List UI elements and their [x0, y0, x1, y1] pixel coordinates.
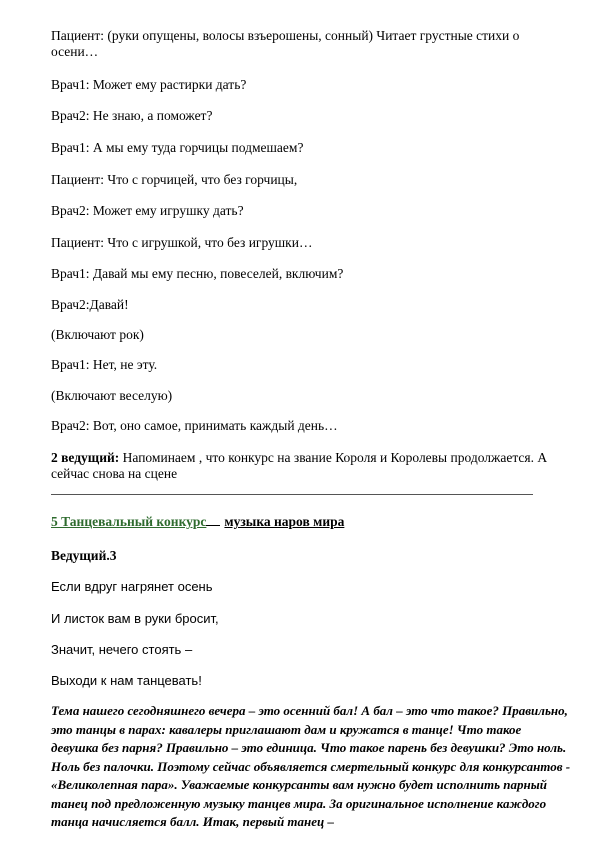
- dialogue-line: Врач2: Вот, оно самое, принимать каждый день…: [51, 418, 338, 433]
- stage-direction: (Включают веселую): [51, 388, 173, 403]
- poem-line: Выходи к нам танцевать!: [51, 673, 202, 688]
- host2-text: Напоминаем , что конкурс на звание Короля и Королевы продолжается. А сейчас снова на сцене: [51, 450, 548, 481]
- dialogue-line: Врач2: Может ему игрушку дать?: [51, 203, 244, 218]
- host2-paragraph: [51, 450, 566, 482]
- poem-line: Значит, нечего стоять –: [51, 642, 193, 657]
- divider: [51, 494, 533, 495]
- poem-line: И листок вам в руки бросит,: [51, 611, 219, 626]
- poem-line: Если вдруг нагрянет осень: [51, 579, 213, 594]
- dialogue-line: Врач1: Может ему растирки дать?: [51, 77, 247, 92]
- contest-title: 5 Танцевальный конкурс: [51, 514, 207, 529]
- dialogue-line: Врач1: А мы ему туда горчицы подмешаем?: [51, 140, 304, 155]
- contest-heading: [51, 514, 344, 530]
- dialogue-line: Врач2: Не знаю, а поможет?: [51, 108, 213, 123]
- host2-label: 2 ведущий:: [51, 450, 120, 465]
- host3-heading: Ведущий.3: [51, 548, 117, 563]
- dialogue-line: Пациент: Что с горчицей, что без горчицы,: [51, 172, 298, 187]
- dialogue-line: Пациент: (руки опущены, волосы взъерошены, сонный) Читает грустные стихи о осени…: [51, 28, 520, 59]
- dialogue-line: Врач1: Нет, не эту.: [51, 357, 158, 372]
- stage-direction: (Включают рок): [51, 327, 144, 342]
- dialogue-line: Врач1: Давай мы ему песню, повеселей, включим?: [51, 266, 344, 281]
- dialogue-line: Врач2:Давай!: [51, 297, 129, 312]
- contest-music: музыка наров мира: [224, 514, 345, 529]
- closing-paragraph: Тема нашего сегодняшнего вечера – это осенний бал! А бал – это что такое? Правильно, это танцы в парах: кавалеры приглашают дам и кружатся в танце! Что такое девушка без парня? Правильно – это единица. Что такое парень без девушки? Это ноль. Ноль без палочки. Поэтому сейчас объявляется смертельный конкурс для конкурсантов - «Великолепная пара». Уважаемые конкурсанты вам нужно будет исполнить парный танец под предложенную музыку танцев мира. За оригинальное исполнение каждого танца начисляется балл. Итак, первый танец –: [51, 703, 571, 829]
- dialogue-line: Пациент: Что с игрушкой, что без игрушки…: [51, 235, 313, 250]
